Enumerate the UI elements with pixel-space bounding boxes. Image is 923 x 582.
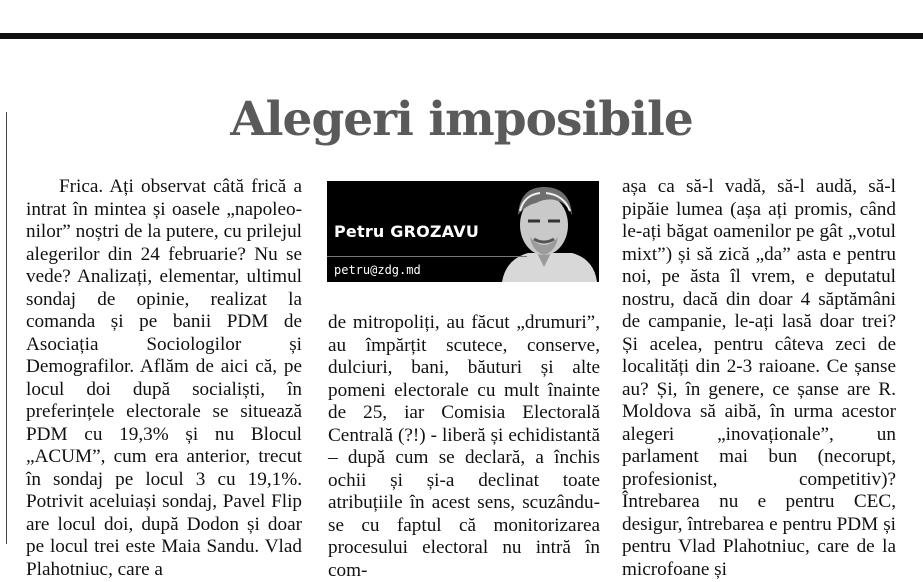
author-email: petru@zdg.md (334, 263, 421, 277)
column-3-text: așa ca să-l vadă, să-l audă, să-l pipăie lumea (așa ați promis, când le-ați băgat oamenilor pe gât „votul mixt”) și să zică „da” asta e pentru noi, pe ăsta îl vrem, e deputatul nostru, dacă din doar 4 săptămâni de campanie, le-ați lasă doar trei? Și acelea, pentru câteva zeci de localități din 2-3 raioane. Ce șanse au? Și, în genere, ce șanse are R. Moldova să aibă, în urma acestor alegeri „inovaționale”, un parlament mai bun (necorupt, profesionist, competitiv)? Întrebarea nu e pentru CEC, desigur, întrebarea e pentru PDM și pentru Vlad Plahotniuc, care de la microfoane și (622, 176, 896, 580)
author-box (327, 181, 599, 282)
author-name: Petru GROZAVU (334, 222, 480, 241)
article-column-1 (26, 176, 302, 581)
column-1-text: Frica. Ați observat câtă frică a intrat în mintea și oasele „napoleo-nilor” noștri de la putere, cu prilejul alegerilor din 24 februarie? Nu se vede? Analizați, elementar, ultimul sondaj de opinie, realizat la comanda și pe banii PDM de Asociația Sociologilor și Demografilor. Aflăm de aici că, pe locul doi după socialiști, în preferințele electorale se situează PDM cu 19,3% și nu Blocul „ACUM”, cum era anterior, trecut în sondaj pe locul 3 cu 19,1%. Potrivit aceluiași sondaj, Pavel Flip are locul doi, după Dodon și doar pe locul trei este Maia Sandu. Vlad Plahotniuc, care a (26, 176, 302, 580)
article-column-3 (622, 176, 896, 581)
author-portrait-icon (484, 181, 599, 282)
author-divider (327, 256, 527, 257)
article-title: Alegeri imposibile (230, 92, 693, 147)
left-column-rule (6, 112, 7, 544)
column-2-text: de mitropoliți, au făcut „drumuri”, au împărțit scutece, conserve, dulciuri, bani, băuturi și alte pomeni electorale cu mult înainte de 25, iar Comisia Electorală Centrală (?!) - liberă și echidistantă – după cum se declară, a închis ochii și și-a declinat toate atribuțiile în acest sens, scuzându-se cu faptul că monitorizarea procesului electoral nu intră în com- (328, 312, 600, 581)
top-rule (0, 33, 923, 39)
article-column-2 (328, 312, 600, 582)
